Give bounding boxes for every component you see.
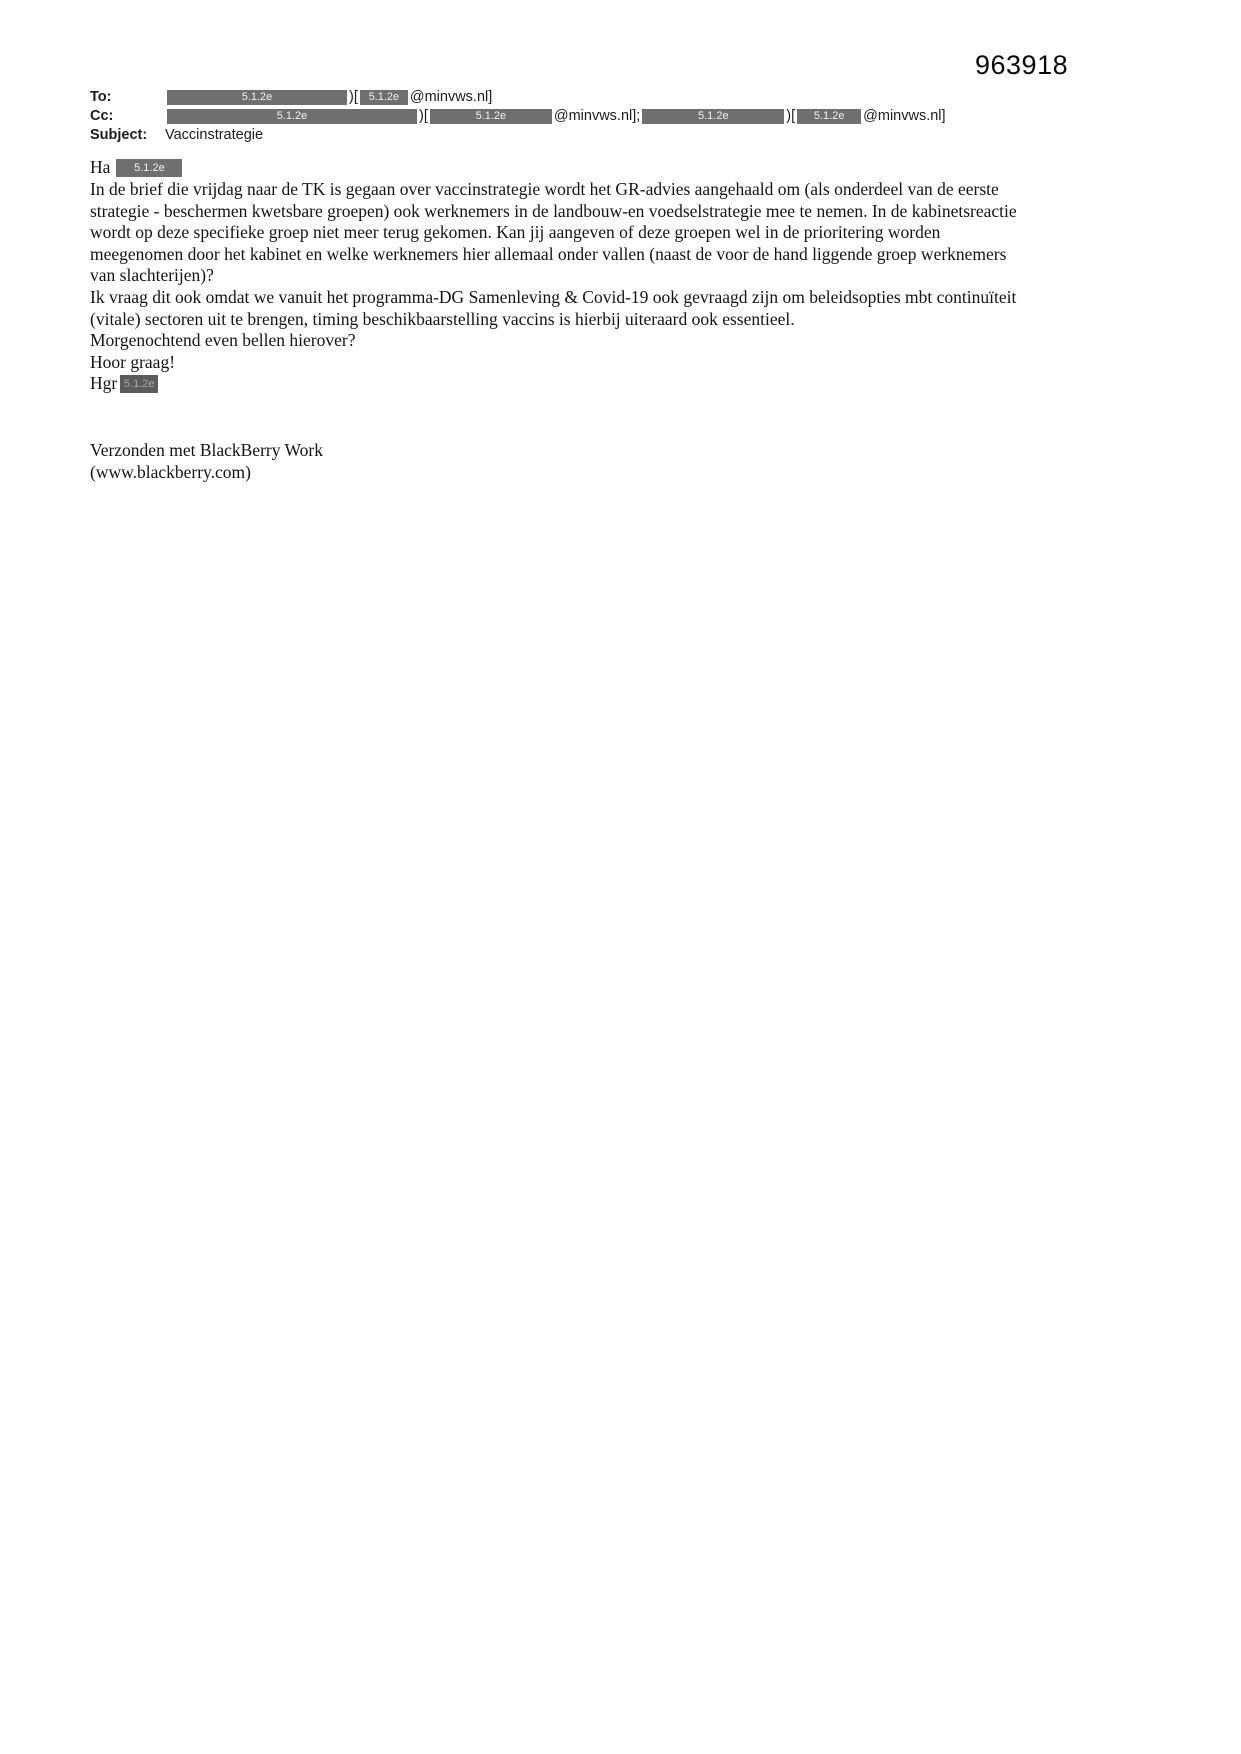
redaction-bar: 5.1.2e: [167, 90, 347, 105]
email-paragraph: Morgenochtend even bellen hierover?: [90, 330, 356, 351]
email-body: [90, 157, 1024, 484]
cc-domain-text: @minvws.nl]: [863, 108, 946, 124]
cc-row: [90, 107, 946, 125]
email-paragraph: In de brief die vrijdag naar de TK is gegaan over vaccinstrategie wordt het GR-advies aangehaald om (als onderdeel van de eerste strategie - beschermen kwetsbare groepen) ook werknemers in de landbouw-en voedselstrategie mee te nemen. In de kabinetsreactie wordt op deze specifieke groep niet meer terug gekomen. Kan jij aangeven of deze groepen wel in de prioritering worden meegenomen door het kabinet en welke werknemers hier allemaal onder vallen (naast de voor de hand liggende groep werknemers van slachterijen)?: [90, 179, 1017, 286]
subject-row: [90, 126, 946, 144]
to-label: To:: [90, 89, 112, 105]
sent-with-block: [90, 440, 1024, 483]
signature-line: [90, 373, 1024, 397]
to-domain-text: @minvws.nl]: [409, 89, 493, 105]
sent-with-url: (www.blackberry.com): [90, 461, 251, 482]
email-paragraph: Ik vraag dit ook omdat we vanuit het programma-DG Samenleving & Covid-19 ook gevraagd zijn om beleidsopties mbt continuïteit (vitale) sectoren uit te brengen, timing beschikbaarstelling vaccins is hierbij uiteraard ook essentieel.: [90, 286, 1017, 329]
email-header: [90, 88, 946, 145]
redaction-bar: 5.1.2e: [167, 109, 417, 124]
cc-value: [165, 108, 946, 124]
redaction-bar: 5.1.2e: [120, 375, 158, 393]
cc-label: Cc:: [90, 108, 114, 124]
signature-text: Hgr: [90, 373, 118, 394]
to-bracket-text: )[: [349, 89, 358, 105]
to-value: [165, 89, 492, 105]
to-row: [90, 88, 946, 106]
greeting-line: [90, 157, 1024, 179]
sent-with-line: Verzonden met BlackBerry Work: [90, 440, 323, 461]
cc-bracket-text: )[: [786, 108, 796, 124]
redaction-bar: 5.1.2e: [116, 159, 182, 177]
greeting-text: Ha: [90, 157, 111, 177]
subject-label: Subject:: [90, 127, 148, 143]
redaction-bar: 5.1.2e: [642, 109, 784, 124]
cc-domain-text: @minvws.nl];: [553, 108, 641, 124]
document-number: 963918: [975, 50, 1069, 80]
redaction-bar: 5.1.2e: [797, 109, 861, 124]
redaction-bar: 5.1.2e: [430, 109, 552, 124]
redaction-bar: 5.1.2e: [360, 90, 408, 105]
subject-value: Vaccinstrategie: [165, 127, 264, 143]
cc-bracket-text: )[: [419, 108, 428, 124]
closing-line: Hoor graag!: [90, 351, 176, 372]
